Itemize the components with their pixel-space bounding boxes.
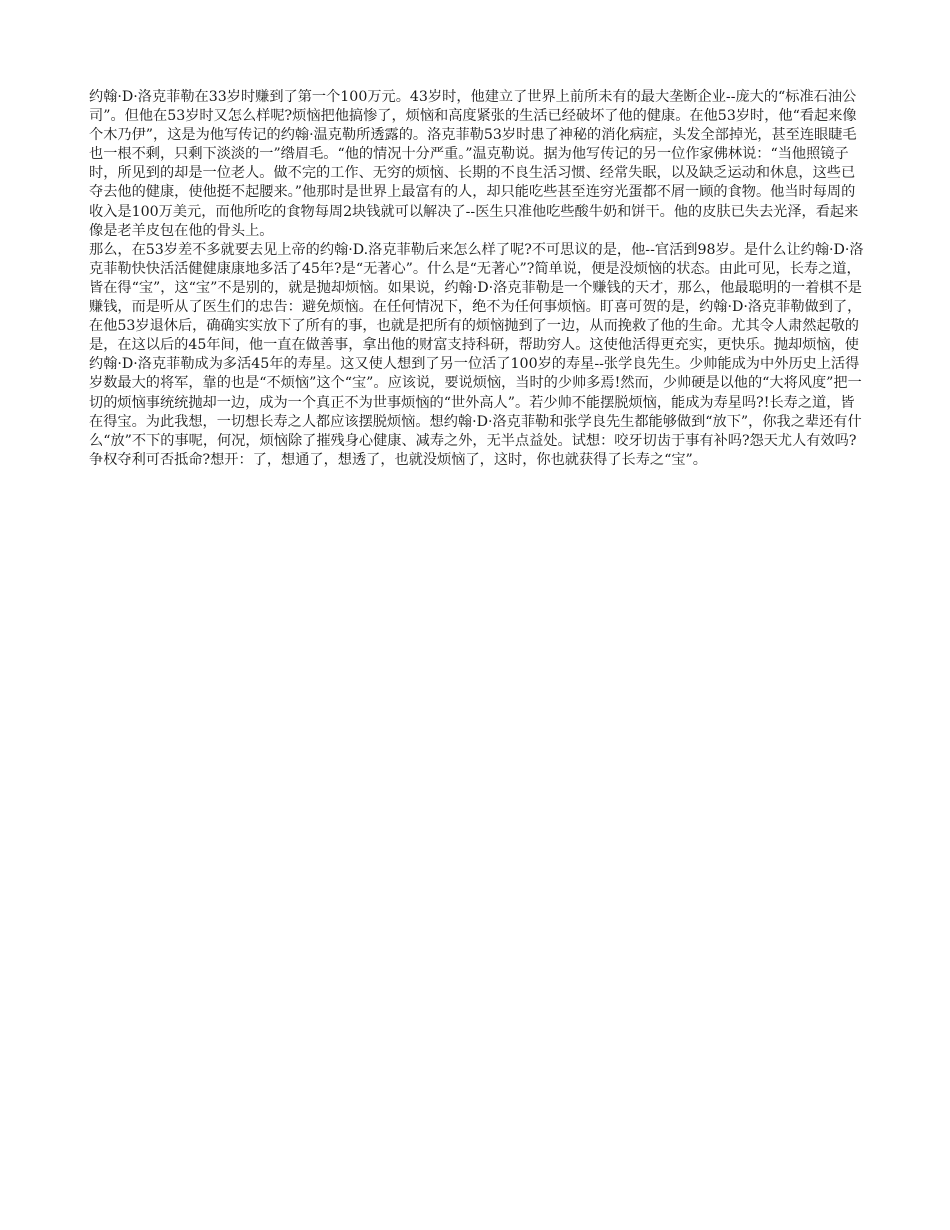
paragraph-longevity-secret: 那么，在53岁差不多就要去见上帝的约翰·D.洛克菲勒后来怎么样了呢?不可思议的是，他--官活到98岁。是什么让约翰·D·洛克菲勒快快活活健健康康地多活了45年?是“无著心”。什么是“无著心”?简单说，便是没烦恼的状态。由此可见，长寿之道，皆在得“宝”，这“宝”不是别的，就是抛却烦恼。如果说，约翰·D·洛克菲勒是一个赚钱的天才，那么，他最聪明的一着棋不是赚钱，而是听从了医生们的忠告：避免烦恼。在任何情况下，绝不为任何事烦恼。盯喜可贺的是，约翰·D·洛克菲勒做到了，在他53岁退休后，确确实实放下了所有的事，也就是把所有的烦恼抛到了一边，从而挽救了他的生命。尤其令人肃然起敬的是，在这以后的45年间，他一直在做善事，拿出他的财富支持科研，帮助穷人。这使他活得更充实，更快乐。抛却烦恼，使约翰·D·洛克菲勒成为多活45年的寿星。这又使人想到了另一位活了100岁的寿星--张学良先生。少帅能成为中外历史上活得岁数最大的将军，靠的也是“不烦恼”这个“宝”。应该说，要说烦恼，当时的少帅多焉!然而，少帅硬是以他的“大将风度”把一切的烦恼事统统抛却一边，成为一个真正不为世事烦恼的“世外高人”。若少帅不能摆脱烦恼，能成为寿星吗?!长寿之道，皆在得宝。为此我想，一切想长寿之人都应该摆脱烦恼。想约翰·D·洛克菲勒和张学良先生都能够做到“放下”，你我之辈还有什么“放”不下的事呢，何况，烦恼除了摧残身心健康、减寿之外，无半点益处。试想：咬牙切齿于事有补吗?怨天尤人有效吗?争权夺利可否抵命?想开：了，想通了，想透了，也就没烦恼了，这时，你也就获得了长寿之“宝”。 [89,241,864,468]
paragraph-rockefeller-illness: 约翰·D·洛克菲勒在33岁时赚到了第一个100万元。43岁时，他建立了世界上前所未有的最大垄断企业--庞大的“标准石油公司”。但他在53岁时又怎么样呢?烦恼把他搞惨了，烦恼和高度紧张的生活已经破坏了他的健康。在他53岁时，他“看起来像个木乃伊”，这是为他写传记的约翰·温克勒所透露的。洛克菲勒53岁时患了神秘的消化病症，头发全部掉光，甚至连眼睫毛也一根不剩，只剩下淡淡的一”绺眉毛。“他的情况十分严重。”温克勒说。据为他写传记的另一位作家佛林说：“当他照镜子时，所见到的却是一位老人。做不完的工作、无穷的烦恼、长期的不良生活习惯、经常失眠，以及缺乏运动和休息，这些已夺去他的健康，使他挺不起腰来。”他那时是世界上最富有的人，却只能吃些甚至连穷光蛋都不屑一顾的食物。他当时每周的收入是100万美元，而他所吃的食物每周2块钱就可以解决了--医生只准他吃些酸牛奶和饼干。他的皮肤已失去光泽，看起来像是老羊皮包在他的骨头上。 [89,89,859,239]
document-body [89,88,864,470]
